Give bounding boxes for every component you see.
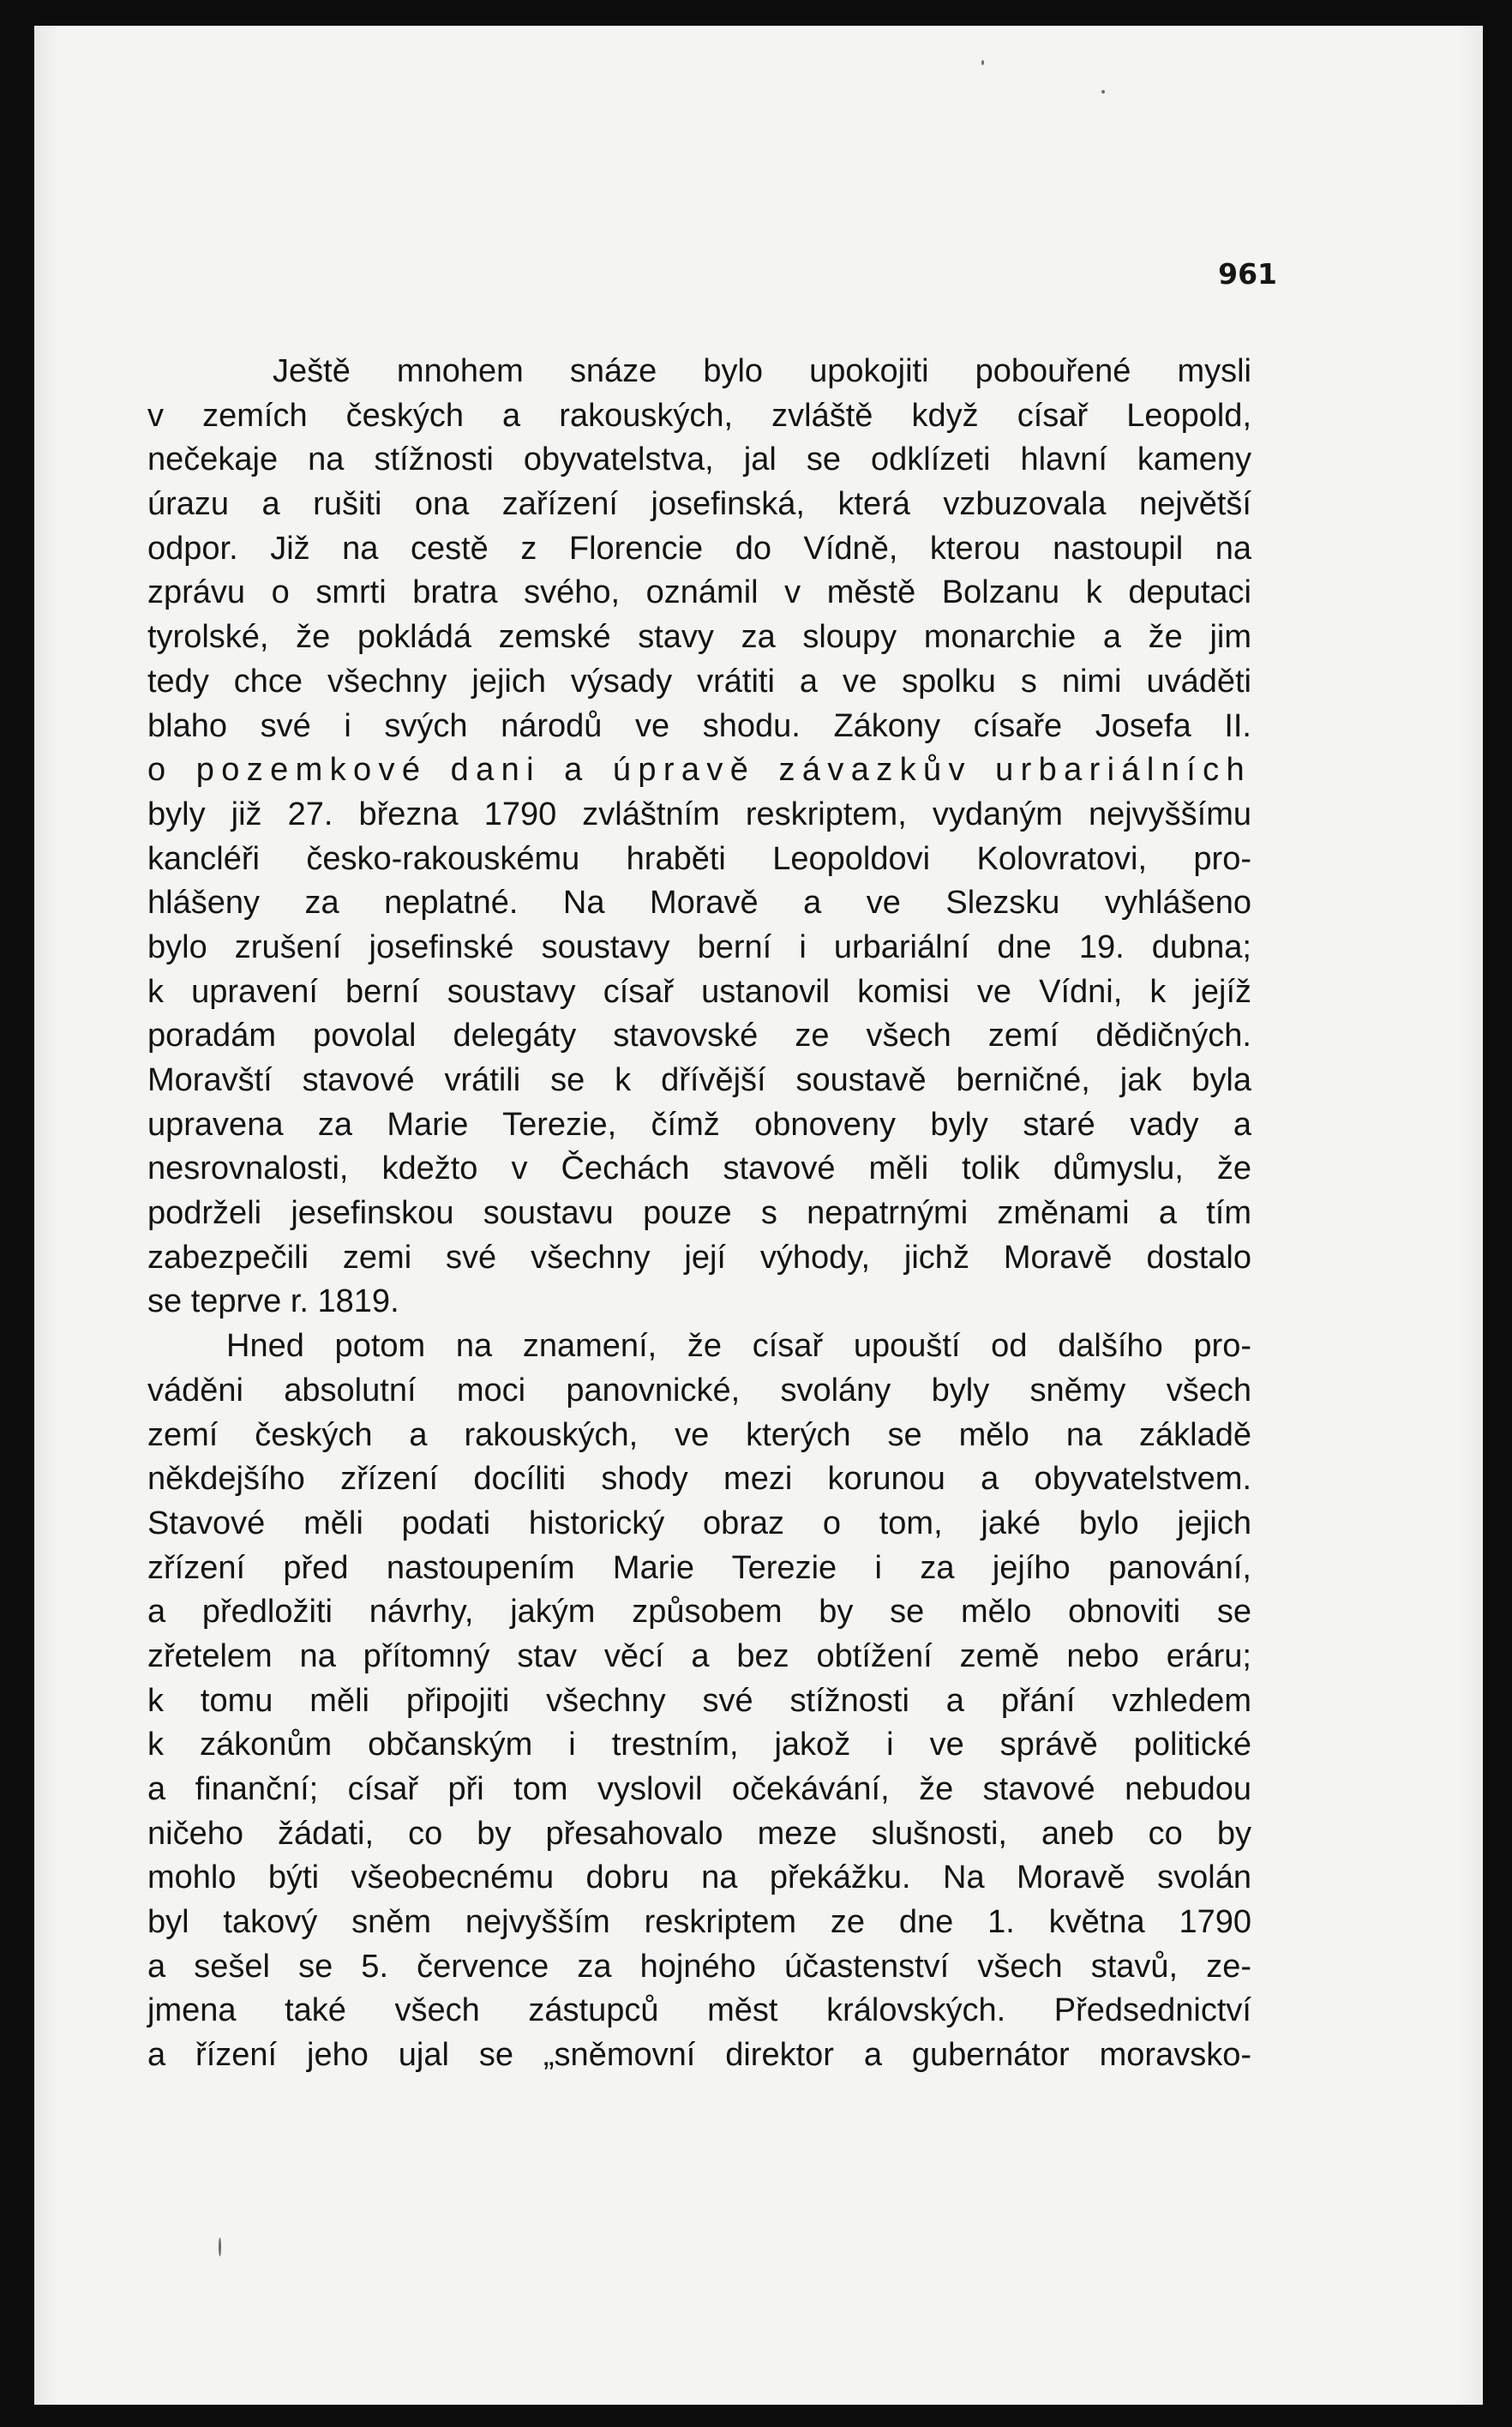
text-line: odpor. Již na cestě z Florencie do Vídně, kterou nastoupil na [147, 530, 1251, 567]
text-line: zabezpečili zemi své všechny její výhody, jichž Moravě dostalo [147, 1239, 1251, 1276]
text-line: v zemích českých a rakouských, zvláště když císař Leopold, [147, 397, 1251, 434]
body-text [147, 350, 1251, 2078]
text-line: podrželi jesefinskou soustavu pouze s nepatrnými změnami a tím [147, 1195, 1251, 1232]
page-number: 961 [1218, 257, 1277, 291]
text-line: byl takový sněm nejvyšším reskriptem ze dne 1. května 1790 [147, 1904, 1251, 1941]
text-line: nečekaje na stížnosti obyvatelstva, jal se odklízeti hlavní kameny [147, 442, 1251, 478]
text-line: kancléři česko-rakouskému hraběti Leopoldovi Kolovratovi, pro- [147, 840, 1251, 877]
book-page [34, 26, 1483, 2405]
text-line: hlášeny za neplatné. Na Moravě a ve Slezsku vyhlášeno [147, 885, 1251, 922]
paragraph-1 [147, 350, 1251, 1325]
text-line: k tomu měli připojiti všechny své stížnosti a přání vzhledem [147, 1682, 1251, 1719]
text-line: a sešel se 5. července za hojného účastenství všech stavů, ze- [147, 1948, 1251, 1985]
text-line: zřízení před nastoupením Marie Terezie i za jejího panování, [147, 1549, 1251, 1586]
text-line: blaho své i svých národů ve shodu. Zákony císaře Josefa II. [147, 707, 1251, 744]
text-line: a předložiti návrhy, jakým způsobem by se mělo obnoviti se [147, 1594, 1251, 1631]
text-line: tedy chce všechny jejich výsady vrátiti a ve spolku s nimi uváděti [147, 663, 1251, 700]
text-line: Hned potom na znamení, že císař upouští od dalšího pro- [226, 1328, 1251, 1365]
text-line: upravena za Marie Terezie, čímž obnoveny byly staré vady a [147, 1106, 1251, 1143]
text-line: mohlo býti všeobecnému dobru na překážku. Na Moravě svolán [147, 1859, 1251, 1896]
text-line: a finanční; císař při tom vyslovil očekávání, že stavové nebudou [147, 1771, 1251, 1807]
paper-speck [981, 60, 984, 65]
text-line: ničeho žádati, co by přesahovalo meze slušnosti, aneb co by [147, 1815, 1251, 1852]
text-line: nesrovnalosti, kdežto v Čechách stavové měli tolik důmyslu, že [147, 1150, 1251, 1187]
text-line: byly již 27. března 1790 zvláštním reskriptem, vydaným nejvyššímu [147, 796, 1251, 832]
text-line: někdejšího zřízení docíliti shody mezi korunou a obyvatelstvem. [147, 1461, 1251, 1498]
text-line: a řízení jeho ujal se „sněmovní direktor a gubernátor moravsko- [147, 2037, 1251, 2074]
paragraph-2 [147, 1325, 1251, 2078]
text-line: tyrolské, že pokládá zemské stavy za sloupy monarchie a že jim [147, 619, 1251, 656]
text-line: Ještě mnohem snáze bylo upokojiti pobouřené mysli [273, 353, 1251, 389]
text-line: Moravští stavové vrátili se k dřívější soustavě berničné, jak byla [147, 1062, 1251, 1098]
text-line: bylo zrušení josefinské soustavy berní i urbariální dne 19. dubna; [147, 928, 1251, 965]
text-line: jmena také všech zástupců měst královských. Předsednictví [147, 1992, 1251, 2029]
paper-speck [1101, 90, 1105, 93]
text-line: se teprve r. 1819. [147, 1283, 399, 1320]
text-line: Stavové měli podati historický obraz o tom, jaké bylo jejich [147, 1505, 1251, 1541]
text-line: k zákonům občanským i trestním, jakož i ve správě politické [147, 1727, 1251, 1763]
text-line: poradám povolal delegáty stavovské ze všech zemí dědičných. [147, 1018, 1251, 1054]
text-line: váděni absolutní moci panovnické, svolány byly sněmy všech [147, 1372, 1251, 1409]
text-line: o pozemkové dani a úpravě závazkův urbariálních [147, 752, 1251, 789]
paper-speck [219, 2238, 221, 2256]
text-line: zprávu o smrti bratra svého, oznámil v městě Bolzanu k deputaci [147, 574, 1251, 611]
text-line: zemí českých a rakouských, ve kterých se mělo na základě [147, 1416, 1251, 1453]
text-line: k upravení berní soustavy císař ustanovil komisi ve Vídni, k jejíž [147, 973, 1251, 1010]
text-line: zřetelem na přítomný stav věcí a bez obtížení země nebo eráru; [147, 1637, 1251, 1674]
text-line: úrazu a rušiti ona zařízení josefinská, která vzbuzovala největší [147, 486, 1251, 523]
